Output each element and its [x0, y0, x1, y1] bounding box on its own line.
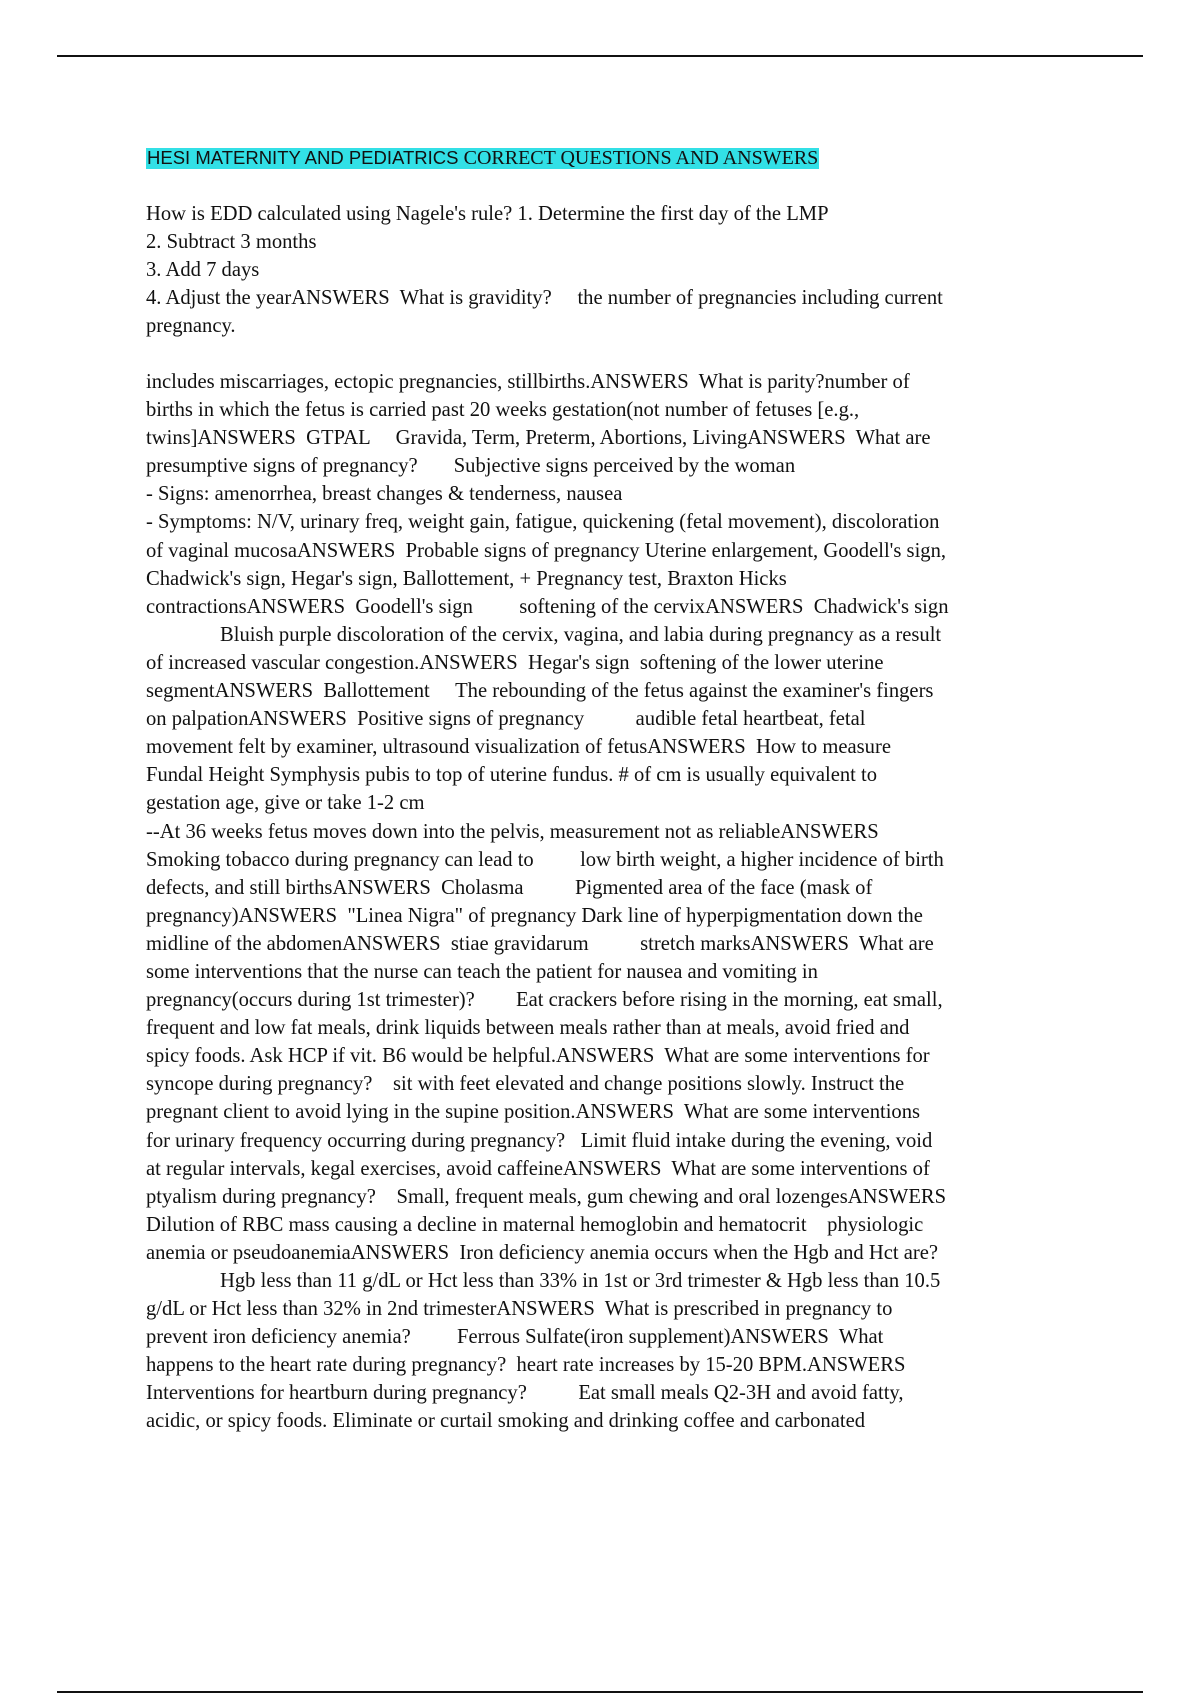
text-line: happens to the heart rate during pregnancy? heart rate increases by 15-20 BPM.ANSWERS: [146, 1354, 906, 1377]
text-line: g/dL or Hct less than 32% in 2nd trimesterANSWERS What is prescribed in pregnancy to: [146, 1298, 893, 1321]
text-line: segmentANSWERS Ballottement The rebounding of the fetus against the examiner's fingers: [146, 680, 934, 703]
text-line: frequent and low fat meals, drink liquids between meals rather than at meals, avoid fried and: [146, 1017, 910, 1040]
text-line: How is EDD calculated using Nagele's rule? 1. Determine the first day of the LMP: [146, 203, 829, 225]
text-line: pregnancy)ANSWERS "Linea Nigra" of pregnancy Dark line of hyperpigmentation down the: [146, 904, 923, 927]
text-line: 4. Adjust the yearANSWERS What is gravidity? the number of pregnancies including current: [146, 287, 943, 310]
text-line: includes miscarriages, ectopic pregnancies, stillbirths.ANSWERS What is parity?number of: [146, 371, 910, 393]
text-line: - Signs: amenorrhea, breast changes & tenderness, nausea: [146, 483, 623, 506]
text-line: of vaginal mucosaANSWERS Probable signs of pregnancy Uterine enlargement, Goodell's sign,: [146, 539, 947, 562]
text-line: prevent iron deficiency anemia? Ferrous Sulfate(iron supplement)ANSWERS What: [146, 1326, 884, 1349]
text-line: twins]ANSWERS GTPAL Gravida, Term, Preterm, Abortions, LivingANSWERS What are: [146, 427, 931, 450]
title-highlight: [146, 148, 819, 169]
text-line: Dilution of RBC mass causing a decline in maternal hemoglobin and hematocrit physiologic: [146, 1213, 924, 1236]
text-line: --At 36 weeks fetus moves down into the pelvis, measurement not as reliableANSWERS: [146, 820, 879, 843]
text-line: 2. Subtract 3 months: [146, 231, 317, 254]
text-line: for urinary frequency occurring during pregnancy? Limit fluid intake during the evening, void: [146, 1129, 933, 1152]
title-part-serif: CORRECT QUESTIONS AND ANSWERS: [463, 147, 819, 169]
text-line: at regular intervals, kegal exercises, avoid caffeineANSWERS What are some interventions of: [146, 1157, 930, 1180]
text-line: acidic, or spicy foods. Eliminate or curtail smoking and drinking coffee and carbonated: [146, 1410, 866, 1433]
bottom-rule: [57, 1691, 1143, 1693]
text-line: Smoking tobacco during pregnancy can lead to low birth weight, a higher incidence of birth: [146, 848, 944, 871]
text-line: - Symptoms: N/V, urinary freq, weight gain, fatigue, quickening (fetal movement), discoloration: [146, 511, 940, 534]
text-line: pregnant client to avoid lying in the supine position.ANSWERS What are some interventions: [146, 1101, 921, 1124]
text-line: some interventions that the nurse can teach the patient for nausea and vomiting in: [146, 960, 818, 983]
text-line: of increased vascular congestion.ANSWERS Hegar's sign softening of the lower uterine: [146, 651, 884, 674]
text-line: gestation age, give or take 1-2 cm: [146, 792, 425, 815]
document-title: [146, 146, 819, 171]
text-line: defects, and still birthsANSWERS Cholasma Pigmented area of the face (mask of: [146, 876, 873, 899]
text-line: ptyalism during pregnancy? Small, frequent meals, gum chewing and oral lozengesANSWERS: [146, 1185, 947, 1208]
text-line: 3. Add 7 days: [146, 259, 260, 282]
text-line: anemia or pseudoanemiaANSWERS Iron deficiency anemia occurs when the Hgb and Hct are?: [146, 1241, 938, 1264]
text-line: Hgb less than 11 g/dL or Hct less than 33% in 1st or 3rd trimester & Hgb less than 10.5: [220, 1270, 941, 1292]
text-line: Chadwick's sign, Hegar's sign, Ballottement, + Pregnancy test, Braxton Hicks: [146, 567, 787, 590]
text-line: births in which the fetus is carried past 20 weeks gestation(not number of fetuses [e.g.,: [146, 399, 860, 422]
paragraph-block-1: [146, 200, 1086, 340]
text-line: movement felt by examiner, ultrasound visualization of fetusANSWERS How to measure: [146, 736, 891, 759]
text-line: spicy foods. Ask HCP if vit. B6 would be helpful.ANSWERS What are some interventions for: [146, 1045, 930, 1068]
title-part-sans: HESI MATERNITY AND PEDIATRICS: [147, 147, 464, 168]
text-line: Interventions for heartburn during pregnancy? Eat small meals Q2-3H and avoid fatty,: [146, 1382, 904, 1405]
text-line: on palpationANSWERS Positive signs of pregnancy audible fetal heartbeat, fetal: [146, 708, 866, 731]
text-line: midline of the abdomenANSWERS stiae gravidarum stretch marksANSWERS What are: [146, 932, 934, 955]
text-line: pregnancy(occurs during 1st trimester)? Eat crackers before rising in the morning, eat small,: [146, 989, 943, 1012]
text-line: presumptive signs of pregnancy? Subjective signs perceived by the woman: [146, 455, 796, 478]
text-line: contractionsANSWERS Goodell's sign softening of the cervixANSWERS Chadwick's sign: [146, 595, 949, 618]
text-line: syncope during pregnancy? sit with feet elevated and change positions slowly. Instruct the: [146, 1073, 905, 1096]
paragraph-block-2: [146, 368, 1086, 1436]
top-rule: [57, 55, 1143, 57]
text-line: Bluish purple discoloration of the cervix, vagina, and labia during pregnancy as a result: [220, 623, 942, 646]
text-line: Fundal Height Symphysis pubis to top of uterine fundus. # of cm is usually equivalent to: [146, 764, 878, 787]
text-line: pregnancy.: [146, 315, 236, 338]
